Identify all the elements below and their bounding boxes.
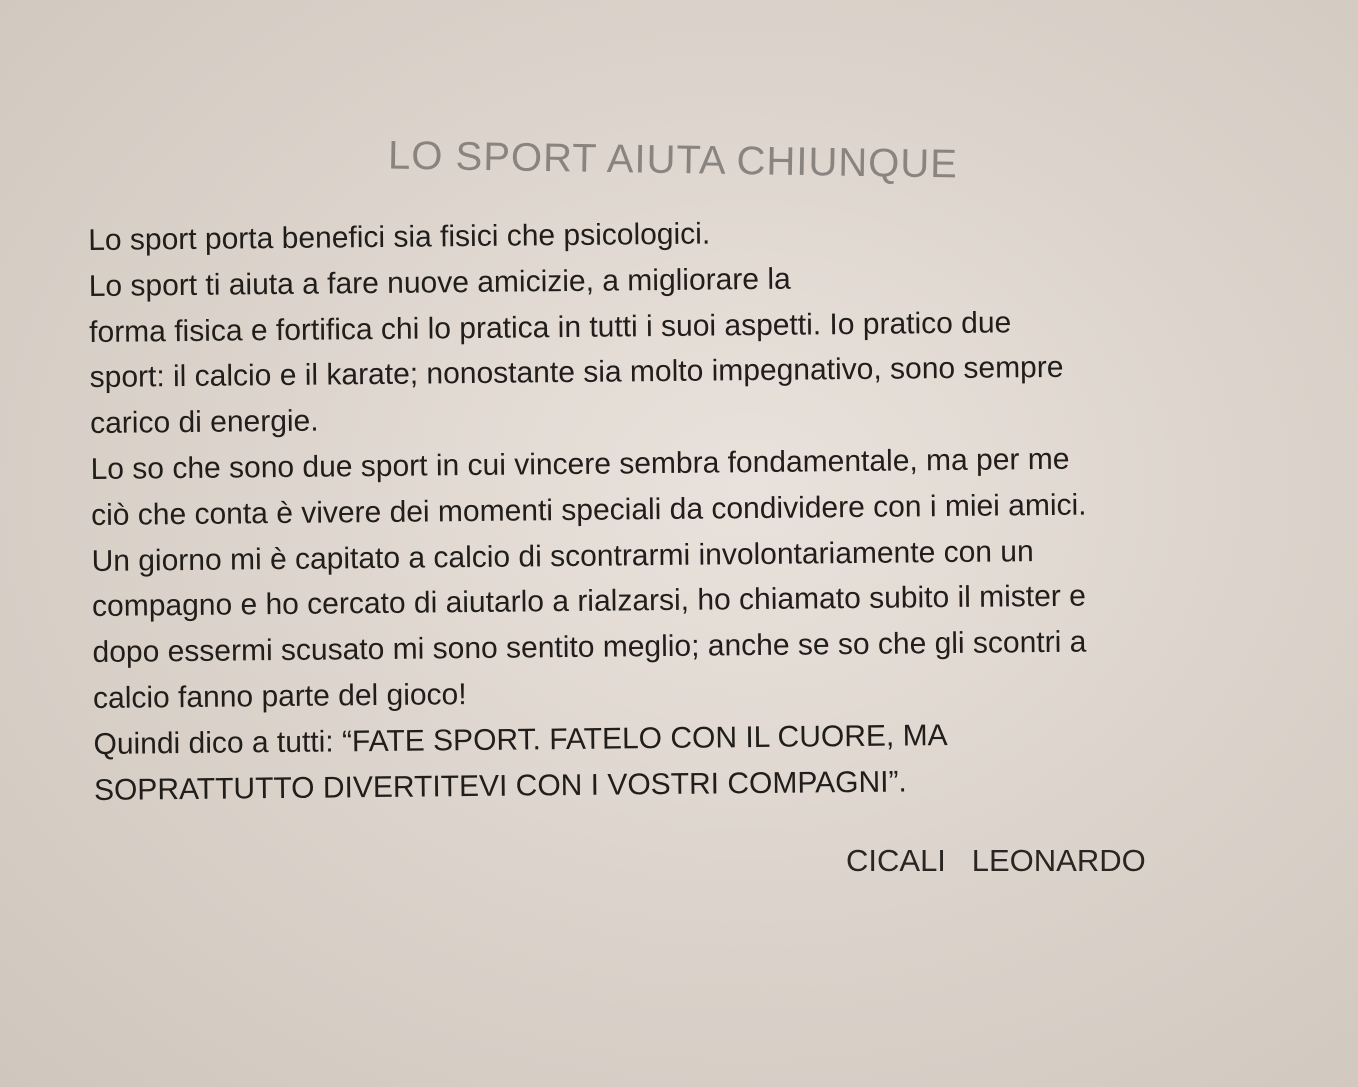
document-title: LO SPORT AIUTA CHIUNQUE [387, 133, 959, 187]
author-signature: CICALI LEONARDO [846, 843, 1146, 878]
body-line: carico di energie. [89, 404, 319, 441]
body-line: calcio fanno parte del gioco! [92, 678, 467, 715]
body-line: Lo sport ti aiuta a fare nuove amicizie, a migliorare la [88, 262, 791, 303]
body-line: dopo essermi scusato mi sono sentito meglio; anche se so che gli scontri a [92, 625, 1087, 670]
body-line: Lo sport porta benefici sia fisici che psicologici. [88, 217, 711, 257]
body-line: Quindi dico a tutti: “FATE SPORT. FATELO CON IL CUORE, MA [93, 718, 948, 761]
body-line: sport: il calcio e il karate; nonostante sia molto impegnativo, sono sempre [89, 351, 1064, 395]
body-line: forma fisica e fortifica chi lo pratica in tutti i suoi aspetti. Io pratico due [89, 305, 1012, 349]
body-line: ciò che conta è vivere dei momenti speciali da condividere con i miei amici. [90, 488, 1087, 532]
body-line: SOPRATTUTTO DIVERTITEVI CON I VOSTRI COMPAGNI”. [93, 765, 907, 807]
body-line: Un giorno mi è capitato a calcio di scontrarmi involontariamente con un [91, 534, 1034, 578]
document-body [88, 205, 1294, 813]
body-line: compagno e ho cercato di aiutarlo a rialzarsi, ho chiamato subito il mister e [91, 579, 1087, 624]
body-line: Lo so che sono due sport in cui vincere sembra fondamentale, ma per me [90, 442, 1070, 486]
